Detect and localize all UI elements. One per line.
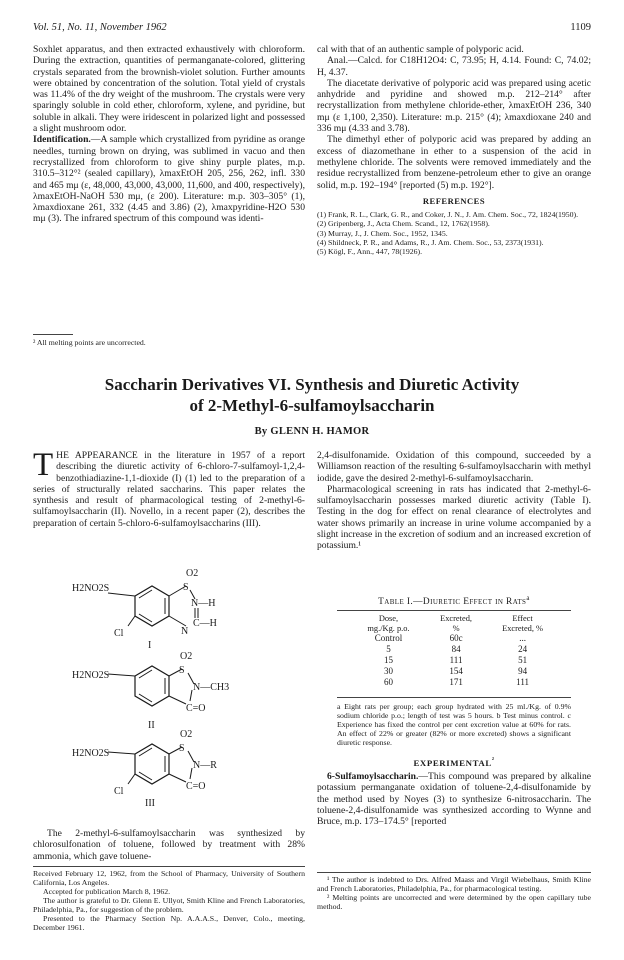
reference-item: (2) Gripenberg, J., Acta Chem. Scand., 12, 1762(1958). <box>317 219 490 229</box>
paragraph: The dimethyl ether of polyporic acid was prepared by adding an excess of diazomethane in ether to a suspension of the acid in methylene chloride. The solvents were removed immediately and the residue recrystallized from benzene-petroleum ether to give an orange solid, m.p. 192–194° [reported (5) m.p. 192°]. <box>317 134 591 191</box>
dioxide-label: O2 <box>180 729 193 740</box>
table-bottom-rule <box>337 697 571 698</box>
table-row <box>350 655 560 666</box>
table-row <box>350 666 560 677</box>
body-left-continuation <box>33 828 305 862</box>
table-cell: 24 <box>518 644 528 655</box>
n-r-label: N—R <box>193 760 217 771</box>
table-header <box>350 614 427 633</box>
chlorine-label: Cl <box>114 786 124 797</box>
reference-item: (1) Frank, R. L., Clark, G. R., and Coker, J. N., J. Am. Chem. Soc., 72, 1824(1950). <box>317 210 579 220</box>
table-cell: 111 <box>449 655 463 666</box>
header-text: Excreted, % <box>502 623 544 633</box>
table-cell: 60 <box>383 677 393 688</box>
top-right-column <box>317 44 591 257</box>
structure-number: II <box>148 720 155 731</box>
table-cell: 84 <box>451 644 461 655</box>
table-cell: 154 <box>449 666 463 677</box>
footnote: ² Melting points are uncorrected and were determined by the open capillary tube method. <box>317 893 591 911</box>
table-cell: 94 <box>518 666 528 677</box>
paragraph: in the literature in 1957 of a report describing the diuretic activity of 6-chloro-7-sulfamoyl-1,2,4-benzothiadiazine-1,1-dioxide (I) (1) led to the preparation of a series of structurally related saccharins. This paper relates the synthesis and result of pharmacological testing of 2-methyl-6-sulfamoylsaccharin (II). Novello, in a recent paper (2), describes the preparation of certain 5-chloro-6-sulfamoylsaccharins (III). <box>33 450 305 529</box>
paragraph: The 2-methyl-6-sulfamoylsaccharin was synthesized by chlorosulfonation of toluene, followed by treatment with 28% ammonia, which gave toluene- <box>33 828 305 862</box>
sulfur-label: S <box>179 743 185 754</box>
footnote: Presented to the Pharmacy Section Np. A.A.A.S., Denver, Colo., meeting, December 1961. <box>33 914 305 932</box>
paragraph: cal with that of an authentic sample of polyporic acid. <box>317 44 524 55</box>
dioxide-label: O2 <box>180 651 193 662</box>
article-title-line2: of 2-Methyl-6-sulfamoylsaccharin <box>189 396 435 415</box>
table-note: a Eight rats per group; each group hydrated with 25 ml./Kg. of 0.9% sodium chloride p.o.; length of test was 5 hours. b Test minus control. c Experience has fixed the control per cent excretion value at 60% for rats. An effect of 22% or greater (82% or more excreted) shows a significant diuretic response. <box>337 702 571 747</box>
running-header <box>33 22 591 36</box>
analysis-line: Anal.—Calcd. for C18H12O4: C, 73.95; H, 4.14. Found: C, 74.02; H, 4.37. <box>317 55 591 78</box>
right-footnotes <box>317 875 591 911</box>
footnote-rule <box>317 872 591 873</box>
experimental-section <box>317 771 591 827</box>
table-row <box>350 677 560 688</box>
table-caption-marker: a <box>526 594 530 602</box>
table-cell: 60c <box>449 633 463 644</box>
carbonyl-label: C=O <box>186 703 206 714</box>
structure-III <box>72 729 217 809</box>
lead-caps: HE APPEARANCE <box>56 450 138 461</box>
ch-label: C—H <box>193 618 217 629</box>
experimental-title: EXPERIMENTAL <box>413 757 492 768</box>
footnote-rule <box>33 866 305 867</box>
top-left-column <box>33 44 305 225</box>
substituent-label: H2NO2S <box>72 670 110 681</box>
table-cell: 51 <box>518 655 528 666</box>
body-left-column <box>33 447 305 529</box>
table-caption-text: Table I.—Diuretic Effect in Rats <box>378 597 527 608</box>
header-text: mg./Kg. p.o. <box>367 623 410 633</box>
body-right-column <box>317 450 591 552</box>
journal-volume: Vol. 51, No. 11, November 1962 <box>33 22 167 33</box>
paragraph: The diacetate derivative of polyporic acid was prepared using acetic anhydride and pyridine and showed m.p. 212–214° after recrystallization from methylene chloride-ether, λmaxEtOH 236, 340 mμ (ε 1,100, 2,350). Literature: m.p. 215° (4); λmaxdioxane 240 and 336 mμ (4.33 and 3.78). <box>317 77 591 135</box>
footnote: ² All melting points are uncorrected. <box>33 338 146 347</box>
paragraph: Pharmacological screening in rats has indicated that 2-methyl-6-sulfamoylsaccharin possesses marked diuretic activity (Table I). Testing in the dog for effect on renal clearance of electrolytes and water shows primarily an increase in urine volume accompanied by a slight increase in the excretion of sodium and an increased excretion of potassium.¹ <box>317 483 591 552</box>
n-methyl-label: N—CH3 <box>193 682 230 693</box>
paragraph: —A sample which crystallized from pyridine as orange needles, turning brown on drying, was sublimed in vacuo and then recrystallized from chloroform to give shiny purple plates, m.p. 310.5–312°² (sealed capillary), λmaxEtOH 205, 256, 262, infl. 330 and 465 mμ (ε, 48,000, 43,000, 43,000, 11,600, and 400, respectively), λmaxEtOH-NaOH 530 mμ, (ε 200). Literature: m.p. 303–305° (1), λmaxdioxane 261, 332 (4.45 and 3.86) (2), λmaxpyridine-H2O 530 mμ (3). The infrared spectrum of this compound was identi- <box>33 134 305 225</box>
experimental-marker: ² <box>491 756 495 764</box>
experimental-heading <box>317 756 591 768</box>
table-cell: Control <box>374 633 403 644</box>
nh-label: N—H <box>191 598 216 609</box>
table-cell: ... <box>519 633 526 644</box>
chemical-structures <box>60 566 260 816</box>
article-title-line1: Saccharin Derivatives VI. Synthesis and Diuretic Activity <box>104 375 520 394</box>
reference-item: (3) Murray, J., J. Chem. Soc., 1952, 1345. <box>317 228 448 238</box>
nitrogen-label: N <box>181 626 189 637</box>
footnote: Accepted for publication March 8, 1962. <box>43 887 171 896</box>
structure-II <box>72 651 229 731</box>
paragraph: Soxhlet apparatus, and then extracted exhaustively with chloroform. During the extraction, quantities of permanganate-colored, glittering crystals separated from the brownish-violet solution. Further amounts were obtained by concentration of the solution. Total yield of crystals was 11.4% of the dry weight of the mushroom. The crystals were very sparingly soluble in cold ether, chloroform, xylene, and pyridine, but soluble in alkali. They were iridescent in polarized light and possessed a slight mushroom odor. <box>33 44 305 135</box>
table-cell: 171 <box>449 677 463 688</box>
reference-item: (5) Kögl, F., Ann., 447, 78(1926). <box>317 247 423 257</box>
header-text: % <box>452 623 460 633</box>
structure-I <box>72 568 217 651</box>
table-row <box>350 633 560 644</box>
diuretic-table <box>350 614 560 688</box>
sulfur-label: S <box>183 582 189 593</box>
header-text: Effect <box>512 614 533 623</box>
header-text: Dose, <box>378 614 399 623</box>
article-footnotes <box>33 869 305 932</box>
substituent-label: H2NO2S <box>72 748 110 759</box>
table-cell: 5 <box>386 644 391 655</box>
drop-cap: T <box>33 447 54 483</box>
table-header <box>485 614 560 633</box>
table-cell: 111 <box>516 677 529 688</box>
references-heading: REFERENCES <box>422 195 486 206</box>
structure-number: I <box>148 640 152 651</box>
header-text: Excreted, <box>440 614 472 623</box>
footnote-rule <box>33 334 73 335</box>
dioxide-label: O2 <box>186 568 199 579</box>
table-header-row <box>350 614 560 633</box>
references-list <box>317 210 591 256</box>
table-cell: 30 <box>383 666 393 677</box>
identification-heading: Identification. <box>33 134 91 146</box>
footnote: The author is grateful to Dr. Glenn E. Ullyot, Smith Kline and French Laboratories, Philadelphia, Pa., for suggestion of the problem. <box>33 896 305 914</box>
table-cell: 15 <box>383 655 393 666</box>
reference-item: (4) Shildneck, P. R., and Adams, R., J. Am. Chem. Soc., 53, 2373(1931). <box>317 238 544 248</box>
table-top-rule <box>337 610 571 611</box>
footnote: Received February 12, 1962, from the School of Pharmacy, University of Southern California, Los Angeles. <box>33 869 305 887</box>
paragraph: —This compound was prepared by alkaline potassium permanganate oxidation of toluene-2,4-disulfonamide by the method used by Noyes (3) to synthesize 6-nitrosaccharin. The toluene-2,4-disulfonamide was synthesized according to Wynne and Bruce, m.p. 173–174.5° [reported <box>317 771 591 828</box>
structure-number: III <box>145 798 155 809</box>
table-caption <box>317 594 591 607</box>
substituent-label: H2NO2S <box>72 583 110 594</box>
chlorine-label: Cl <box>114 628 124 639</box>
page-number: 1109 <box>570 22 591 33</box>
paragraph: 2,4-disulfonamide. Oxidation of this compound, succeeded by a Williamson reaction of the resulting 6-sulfamoylsaccharin with methyl iodide, gave the desired 2-methyl-6-sulfamoylsaccharin. <box>317 450 591 484</box>
carbonyl-label: C=O <box>186 781 206 792</box>
sulfur-label: S <box>179 665 185 676</box>
author-line: By GLENN H. HAMOR <box>254 426 370 437</box>
footnote: ¹ The author is indebted to Drs. Alfred Maass and Virgil Wiebelhaus, Smith Kline and French Laboratories, Philadelphia, Pa., for pharmacological testing. <box>317 875 591 893</box>
compound-heading: 6-Sulfamoylsaccharin. <box>327 771 419 782</box>
table-row <box>350 644 560 655</box>
table-header <box>427 614 485 633</box>
